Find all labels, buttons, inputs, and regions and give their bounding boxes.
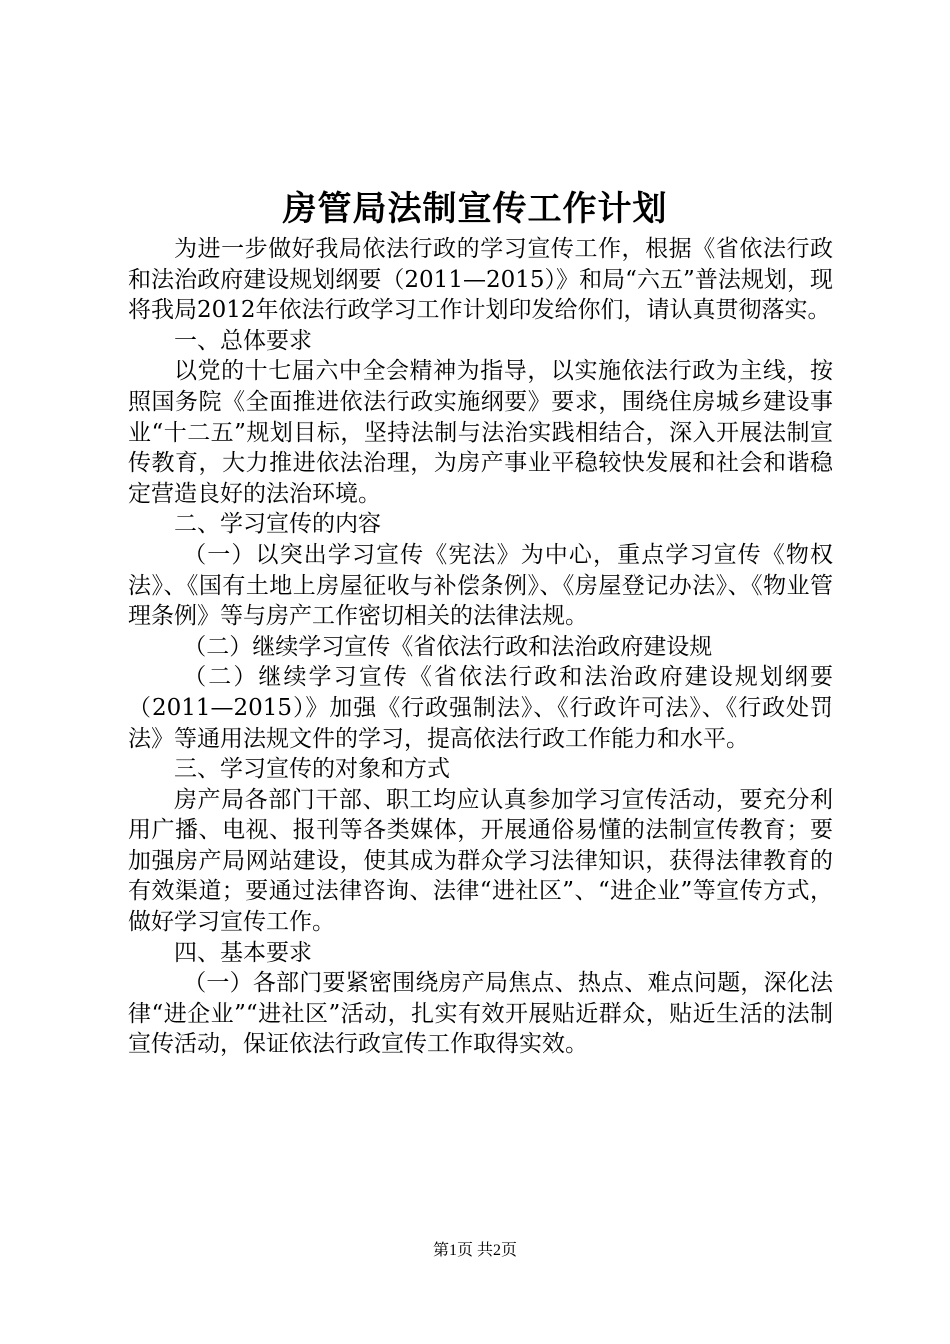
- section-2-item-2: （二）继续学习宣传《省依法行政和法治政府建设规划纲要（2011—2015）》加强《行政强制法》、《行政许可法》、《行政处罚法》等通用法规文件的学习，提高依法行政工作能力和水平。: [128, 664, 833, 752]
- section-heading-1: 一、总体要求: [174, 327, 312, 354]
- section-1-paragraph: 以党的十七届六中全会精神为指导，以实施依法行政为主线，按照国务院《全面推进依法行政实施纲要》要求，围绕住房城乡建设事业“十二五”规划目标，坚持法制与法治实践相结合，深入开展法制宣传教育，大力推进依法治理，为房产事业平稳较快发展和社会和谐稳定营造良好的法治环境。: [128, 358, 833, 507]
- section-2-item-2-fragment: （二）继续学习宣传《省依法行政和法治政府建设规: [183, 633, 713, 660]
- section-heading-2: 二、学习宣传的内容: [174, 511, 381, 538]
- document-title: 房管局法制宣传工作计划: [282, 189, 668, 229]
- section-2-item-1: （一）以突出学习宣传《宪法》为中心，重点学习宣传《物权法》、《国有土地上房屋征收与补偿条例》、《房屋登记办法》、《物业管理条例》等与房产工作密切相关的法律法规。: [128, 541, 833, 630]
- section-heading-4: 四、基本要求: [174, 939, 312, 966]
- intro-paragraph: 为进一步做好我局依法行政的学习宣传工作，根据《省依法行政和法治政府建设规划纲要（2011—2015）》和局“六五”普法规划，现将我局2012年依法行政学习工作计划印发给你们，请认真贯彻落实。: [128, 236, 833, 324]
- document-body: [128, 234, 833, 1060]
- section-4-item-1: （一）各部门要紧密围绕房产局焦点、热点、难点问题，深化法律“进企业”“进社区”活动，扎实有效开展贴近群众，贴近生活的法制宣传活动，保证依法行政宣传工作取得实效。: [128, 970, 833, 1058]
- page-number: 第1页 共2页: [432, 1242, 517, 1259]
- section-3-paragraph: 房产局各部门干部、职工均应认真参加学习宣传活动，要充分利用广播、电视、报刊等各类媒体，开展通俗易懂的法制宣传教育；要加强房产局网站建设，使其成为群众学习法律知识，获得法律教育的有效渠道；要通过法律咨询、法律“进社区”、“进企业”等宣传方式，做好学习宣传工作。: [128, 786, 833, 936]
- section-heading-3: 三、学习宣传的对象和方式: [174, 756, 450, 783]
